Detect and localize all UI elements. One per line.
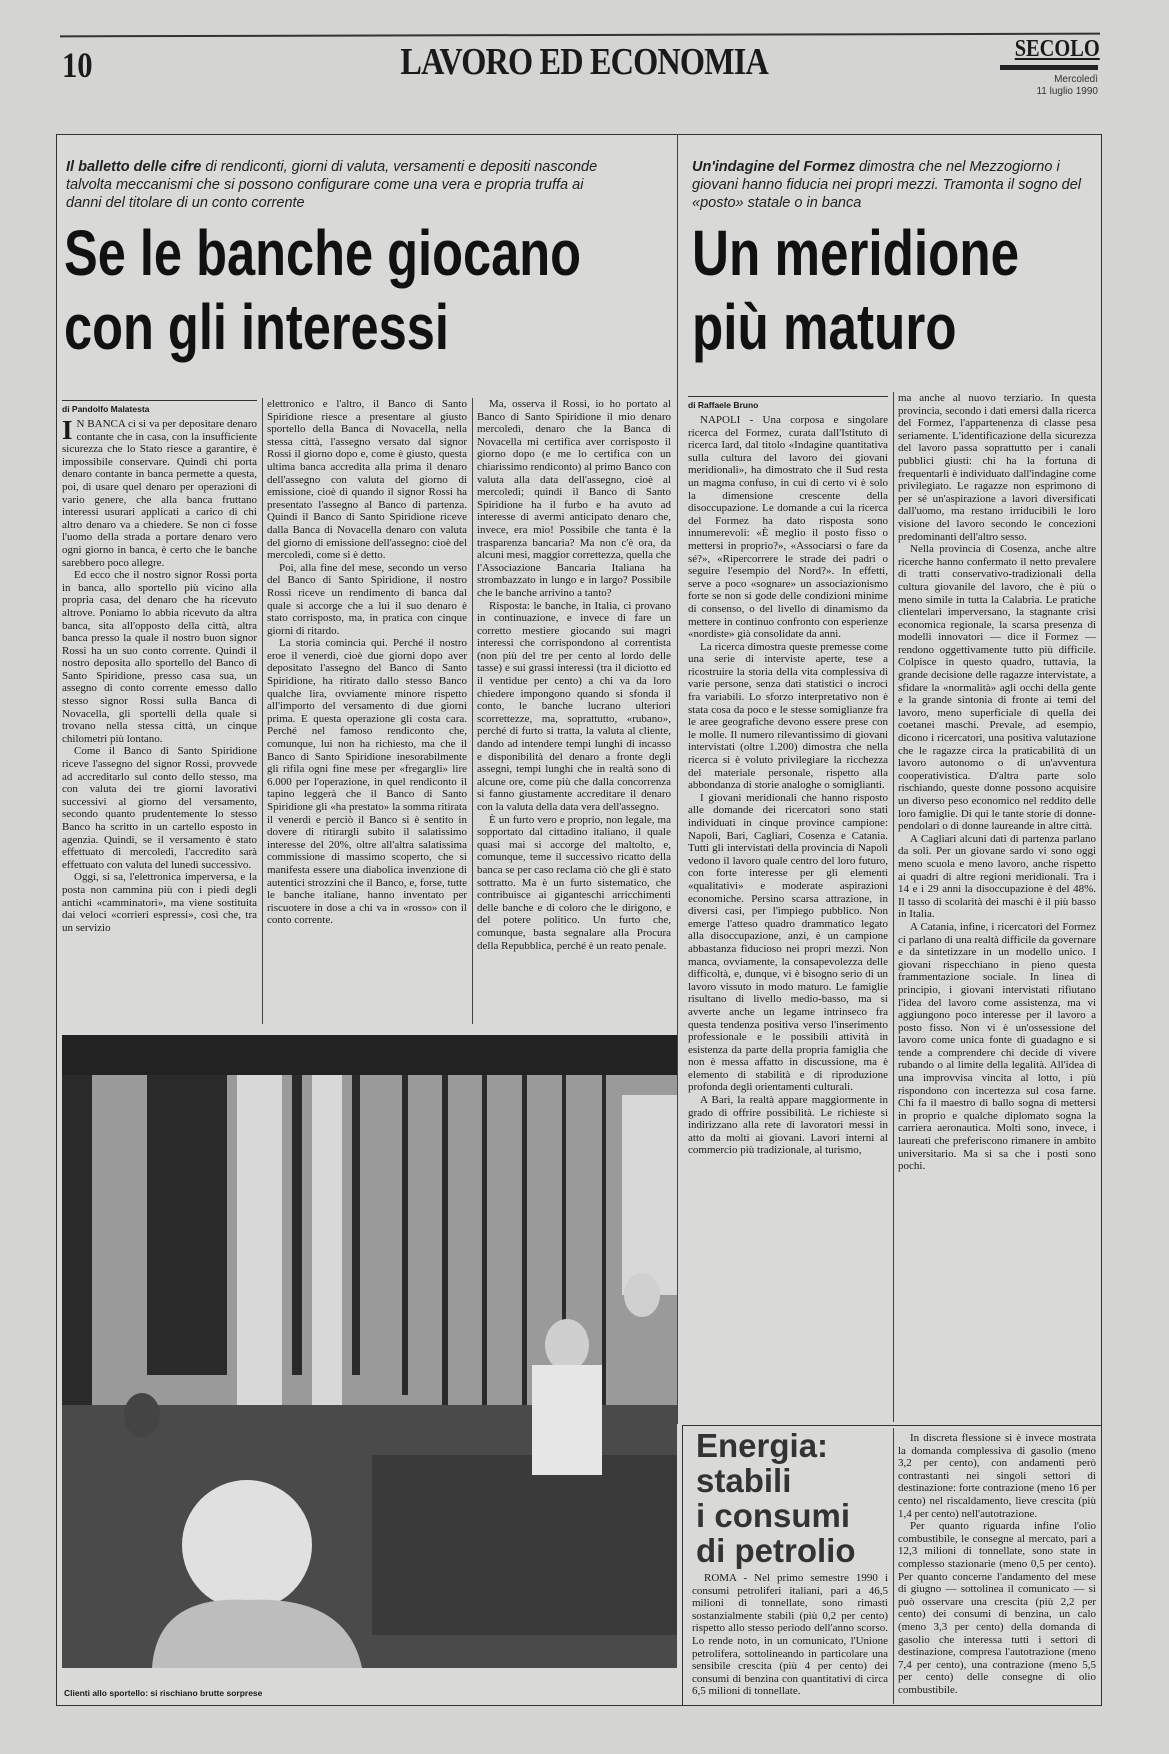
left-headline-line2: con gli interessi — [64, 291, 449, 363]
logo-bar — [1000, 65, 1098, 70]
bank-counter-photo — [62, 1035, 677, 1668]
issue-date: 11 luglio 1990 — [1036, 86, 1098, 97]
energia-headline-line: i consumi — [696, 1497, 851, 1534]
right-column-1 — [688, 414, 888, 1420]
paragraph: NAPOLI - Una corposa e singolare ricerca del Formez, curata dall'Istituto di ricerca Iard, dal titolo «Indagine quantitativa sulla cultura del lavoro dei giovani meridionali», ha dimostrato che il Sud resta un magma confuso, in cui di certo vi è solo la dimensione crescente della disoccupazione. Le domande a cui la ricerca del Formez ha dato risposta sono innumerevoli: «È meglio il posto fisso o mettersi in proprio?», «Associarsi o fare da sé?», «Ripercorrere le strade dei padri o seguire l'esempio del Nord?». In effetti, serve a poco «sognare» un associazionismo forte se non si gode delle condizioni minime di consenso, o del livello di dinamismo da mettere in continuo confronto con esperienze «nordiste» già consolidate da anni. — [688, 414, 888, 641]
section-title-text: LAVORO ED ECONOMIA — [400, 41, 769, 83]
paragraph: ROMA - Nel primo semestre 1990 i consumi petroliferi italiani, pari a 46,5 milioni di tonnellate, sono rimasti sostanzialmente stabili (più 0,2 per cento) rispetto allo stesso periodo dell'anno scorso. Lo rende noto, in un comunicato, l'Unione petrolifera, sottolineando in particolare una sensibile crescita (più 4 per cento) dei consumi di benzina con quantitativi di circa 6,5 milioni di tonnellate. — [692, 1572, 888, 1698]
column-rule — [893, 1428, 894, 1704]
column-divider — [677, 134, 678, 1424]
paragraph: Ma, osserva il Rossi, io ho portato al Banco di Santo Spiridione il mio denaro mercoledì, denaro che la Banca di Novacella mi certifica aver corrisposto il giorno dopo (e me lo certifica con un chiarissimo rendiconto) al primo Banco con valuta alla data dell'assegno, cioè al mercoledì; quindi il Banco di Santo Spiridione ha il furbo e ha avuto ad interesse di avermi anticipato denaro che, invece, era mio! Possibile che tanta è la trasparenza bancaria? Ma non c'è ora, da alcuni mesi, maggior correttezza, quella che l'Associazione Bancaria Italiana ha strombazzato in lungo e in largo? Possibile che le banche arrivino a tanto? — [477, 398, 671, 599]
left-column-1 — [62, 418, 257, 1024]
paragraph: Come il Banco di Santo Spiridione riceve l'assegno del signor Rossi, provvede ad accreditarlo sul conto dello stesso, ma con valuta dei tre giorni lavorativi successivi al giorno del versamento, secondo quanto prudentemente lo stesso Banco ha scritto in un cartello esposto in agenzia. Quindi, se il versamento è stato effettuato di mercoledì, l'accredito sarà effettuato con valuta del lunedì successivo. — [62, 745, 257, 871]
right-kicker-bold: Un'indagine del Formez — [692, 159, 855, 175]
energia-headline-line: Energia: — [696, 1427, 829, 1464]
drop-cap: I — [62, 418, 73, 445]
energia-headline — [696, 1428, 856, 1568]
right-headline-line2: più maturo — [692, 291, 957, 363]
paragraph: N BANCA ci si va per depositare denaro contante che in casa, con la insufficiente sicurezza che lo Stato riesce a garantire, è impossibile conservare. Quindi chi porta denaro contante in banca permette a questa, poi, di usare quel denaro per operazioni di vario genere, che alla banca fruttano interessi usurari applicati a carico di chi altro denaro va a chiedere. Se non ci fosse l'uomo della strada a portare denaro vero ogni giorno in banca, è certo che le banche sarebbero poco allegre. — [62, 418, 257, 569]
masthead — [1000, 36, 1098, 98]
paragraph: ma anche al nuovo terziario. In questa provincia, secondo i dati emersi dalla ricerca del Formez, l'appartenenza di classe pesa seriamente. L'identificazione della sicurezza del lavoro passa soprattutto per i canali pubblici giusti: chi ha la fortuna di frequentarli è individuato dall'indagine come privilegiato. Le ragazze non esprimono di per sé un'aspirazione a lavori diversificati dall'uomo, ma restano irriducibili le loro visione del lavoro secondo le concezioni predominanti dell'altro sesso. — [898, 392, 1096, 543]
right-kicker — [692, 158, 1097, 212]
paragraph: A Catania, infine, i ricercatori del Formez ci parlano di una realtà difficile da governare e da sintetizzare in un modello unico. I giovani rispecchiano in pieno questa frammentazione sociale. In linea di principio, i giovani intervistati rifiutano l'idea del lavoro come assistenza, ma vi aggiungono poco interesse per il lavoro a posto fisso. Non vi è un'ossessione del lavoro come unica fonte di guadagno e si tende a comprendere chi decide di vivere rubando o al limite della legalità. All'idea di una improvvisa vincita al lotto, i più rispondono con incertezza sul cosa farne. Chi fa il maestro di ballo sogna di mettersi in proprio e qualche diplomato sogna la carriera aeronautica. Molti sono, invece, i laureati che preferiscono rimanere in ambito universitario. Ma si sa che i posti sono pochi. — [898, 920, 1096, 1173]
paragraph: I giovani meridionali che hanno risposto alle domande dei ricercatori sono stati individuati in cinque province campione: Napoli, Bari, Cagliari, Cosenza e Catania. Tutti gli intervistati della provincia di Napoli vedono il lavoro quale centro del loro futuro, con forte interesse per gli elementi «qualitativi» e moderate aspirazioni economiche. Persino scarsa attrazione, in diversi casi, per l'impiego pubblico. Non emerge l'atteso quadro drammatico legato alla disoccupazione, anzi, è un campione abbastanza fiducioso nei propri mezzi. Non manca, ovviamente, la consapevolezza delle difficoltà, e, dunque, vi è bisogno serio di un lavoro vissuto in modo maturo. Le famiglie risultano di livello medio-basso, ma si avverte anche un legame intrinseco fra questa tendenza positiva verso l'inserimento professionale e le possibili attività in esistenza da parte della propria famiglia che non è messa affatto in discussione, ma è elemento di stabilità e di riproduzione profonda degli orientamenti culturali. — [688, 791, 888, 1094]
photo-image — [62, 1035, 677, 1668]
column-rule — [262, 398, 263, 1024]
section-title — [0, 40, 1169, 84]
paragraph: elettronico e l'altro, il Banco di Santo Spiridione riesce a presentare al giusto sportello della Banca di Novacella, nella stessa città, l'assegno versato dal signor Rossi il giorno dopo e, come è giusto, questa ultima banca accredita alla prima il denaro dell'assegno con valuta del giorno di emissione, cioè di quando il signor Rossi ha presentato l'assegno al Banco di partenza. Quindi il Banco di Santo Spiridione riceve dalla Banca di Novacella denaro con valuta del giorno di emissione dell'assegno: cioè del mercoledì, come si è detto. — [267, 398, 467, 562]
energia-column-2 — [898, 1432, 1096, 1704]
paragraph: La storia comincia qui. Perché il nostro eroe il venerdì, cioè due giorni dopo aver depositato l'assegno del Banco di Santo Spiridione, ha ritirato dallo stesso Banco qualche lira, ovviamente minore rispetto all'importo del versamento di due giorni prima. E questa operazione gli costa cara. Perché nel famoso rendiconto che, comunque, lui non ha richiesto, ma che il Banco di Santo Spiridione inesorabilmente gli rifila ogni fine mese per «fregargli» lire 6.000 per l'operazione, in quel rendiconto il tapino leggerà che il Banco di Santo Spiridione gli «ha prestato» la somma ritirata il venerdì e perciò il Banco si è sentito in dovere di ritirargli subito il salatissimo interesse del 20%, oltre all'altra salatissima commissione di massimo scoperto, che si manifesta essere una diabolica invenzione di autentici strozzini che il Banco, e, forse, tutte le banche italiane, hanno inventato per riscuotere in dose a chi va in «rosso» con il conto corrente. — [267, 637, 467, 927]
right-byline: di Raffaele Bruno — [688, 396, 888, 410]
paragraph: Risposta: le banche, in Italia, ci provano in continuazione, e invece di fare un corretto mestiere giocando sui magri interessi che corrispondono al correntista (non più del tre per cento al lordo delle tasse) e sui grassi interessi (tra il diciotto ed il ventidue per cento) a chi va da loro chiedere impongono quando si sfonda il conto, le banche lucrano ulteriori scorrettezze, ma, soprattutto, «rubano», perché di furto si tratta, la valuta al cliente, dando ad intendere tempi lunghi di incasso e disponibilità del denaro a fronte degli assegni, tempi lunghi che in realtà sono di alcune ore, come più che dalla concorrenza si fanno giustamente accreditare il denaro con la valuta della data vera dell'assegno. — [477, 599, 671, 813]
photo-caption: Clienti allo sportello: si rischiano brutte sorprese — [64, 1688, 263, 1698]
left-kicker-text: di rendiconti, giorni di valuta, versamenti e depositi nasconde talvolta meccanismi che si possono configurare come una vera e propria truffa ai danni del titolare di un conto corrente — [66, 159, 598, 211]
column-rule — [893, 392, 894, 1422]
left-headline-line1: Se le banche giocano — [64, 217, 581, 289]
energia-headline-line: stabili — [696, 1462, 792, 1499]
paragraph: Poi, alla fine del mese, secondo un verso del Banco di Santo Spiridione, il nostro Rossi riceve un rendimento di banca dal quale si accorge che a lui il suo denaro è stato corrisposto, ma, in pratica con cinque giorni di ritardo. — [267, 561, 467, 637]
left-column-2 — [267, 398, 467, 1024]
energia-column-1 — [692, 1572, 888, 1702]
left-kicker — [66, 158, 606, 212]
right-kicker-text: dimostra che nel Mezzogiorno i giovani hanno fiducia nei propri mezzi. Tramonta il sogno del «posto» statale o in banca — [692, 159, 1082, 211]
left-column-3 — [477, 398, 671, 1024]
right-headline-line1: Un meridione — [692, 217, 1020, 289]
paragraph: È un furto vero e proprio, non legale, ma sopportato dal cittadino italiano, il quale quasi mai si accorge del maltolto, e, comunque, teme il successivo ricatto della banca se per caso reclama ciò che gli è stato sottratto. Ma è un furto sistematico, che contribuisce ai giganteschi arricchimenti delle banche e di coloro che le dirigono, e del potere politico. Un furto che, comunque, basta segnalare alla Procura della Repubblica, perché è un reato penale. — [477, 813, 671, 952]
page-number: 10 — [62, 45, 93, 85]
paragraph: Ed ecco che il nostro signor Rossi porta in banca, allo sportello più vicino alla propria casa, del denaro che ha ricevuto altrove. Poniamo lo abbia ricevuto da altra banca, sita all'opposto della città, altra banca presso la quale il nostro buon signor Rossi ha un suo conto corrente. Quindi il nostro deposita allo sportello del Banco di Santo Spiridione, presso casa sua, un assegno di conto corrente emesso dallo stesso signor Rossi sulla Banca di Novacella, gli sportelli della quale si trovano nella stessa città, un cinque chilometri più lontano. — [62, 569, 257, 745]
left-kicker-bold: Il balletto delle cifre — [66, 159, 202, 175]
header-rule — [60, 33, 1100, 37]
right-headline — [692, 216, 1019, 364]
left-headline — [64, 216, 581, 364]
paragraph: A Cagliari alcuni dati di partenza parlano da soli. Per un giovane sardo vi sono oggi meno scuola e meno lavoro, anche rispetto ai quadri di altre regioni meridionali. Tra i 14 e i 29 anni la disoccupazione è del 48%. Il tasso di scolarità dei maschi è il più basso in Italia. — [898, 832, 1096, 921]
paragraph: In discreta flessione si è invece mostrata la domanda complessiva di gasolio (meno 3,2 per cento), con andamenti però contrastanti nei singoli settori di destinazione: forte contrazione (meno 16 per cento) nel riscaldamento, lieve crescita (più 1,4 per cento) nell'autotrazione. — [898, 1432, 1096, 1520]
paragraph: Per quanto riguarda infine l'olio combustibile, le consegne al mercato, pari a 12,3 milioni di tonnellate, sono state in complesso stazionarie (meno 0,5 per cento). Per quanto concerne l'andamento del mese di giugno — sottolinea il comunicato — si può osservare una crescita (più 2,2 per cento) dei consumi di benzina, un calo (meno 3,3 per cento) della domanda di gasolio che interessa tutti i settori di destinazione, compresa l'autotrazione (meno 7,4 per cento), una contrazione (meno 5,5 per cento) delle consegne di olio combustibile. — [898, 1520, 1096, 1696]
weekday: Mercoledì — [1054, 74, 1098, 85]
paragraph: La ricerca dimostra queste premesse come una serie di interviste aperte, tese a ricostruire la storia della vita complessiva di varie persone, senza dati statistici o incroci fra variabili. Lo sforzo interpretativo non è stata cosa da poco e le stesse somiglianze fra le aree geografiche devono essere prese con le molle. Il numero rilevantissimo di giovani intervistati (oltre 1.200) dimostra che nella ricerca si è voluto privilegiare la ricchezza del materiale personale, rispetto alla abbondanza di storie analoghe o somiglianti. — [688, 640, 888, 792]
paragraph: Oggi, si sa, l'elettronica imperversa, e la posta non cammina più con i piedi degli antichi «camminatori», ma viene sostituita dai veloci «corrieri espressi», così che, tra un servizio — [62, 871, 257, 934]
left-byline: di Pandolfo Malatesta — [62, 400, 257, 414]
energia-headline-line: di petrolio — [696, 1532, 856, 1569]
paragraph: Nella provincia di Cosenza, anche altre ricerche hanno confermato il netto prevalere di tratti conservativo-tradizionali della cultura giovanile del lavoro, che è più o meno simile in tutta la Calabria. Le pratiche clientelari imperversano, la stagnante crisi economica regionale, la scarsa presenza di modelli innovatori — dice il Formez — rendono oggettivamente tutto più difficile. Colpisce in questo quadro, tuttavia, la grande decisione delle ragazze intervistate, a sfidare la «normalità» agli occhi della gente e la grande sintonia di fronte ai temi del lavoro, meno superficiale di quella dei coetanei maschi. Prevale, ad esempio, dicono i ricercatori, una positiva valutazione che le ragazze circa la praticabilità di un lavoro autonomo o di un'avventura cooperativistica. D'altra parte solo rischiando, queste donne possono acquisire un diverso peso economico nel reddito delle loro famiglie. Di qui le tante storie di donne-pendolari o di donne laureande in altre città. — [898, 543, 1096, 833]
right-column-2 — [898, 392, 1096, 1422]
column-rule — [472, 398, 473, 1024]
newspaper-logo: SECOLO — [1014, 36, 1100, 62]
paragraph: A Bari, la realtà appare maggiormente in grado di offrire possibilità. Le richieste si indirizzano alla rete di lavoratori messi in atto da molti ai giovani. Lavori interni al commercio più tradizionale, al turismo, — [688, 1094, 888, 1157]
